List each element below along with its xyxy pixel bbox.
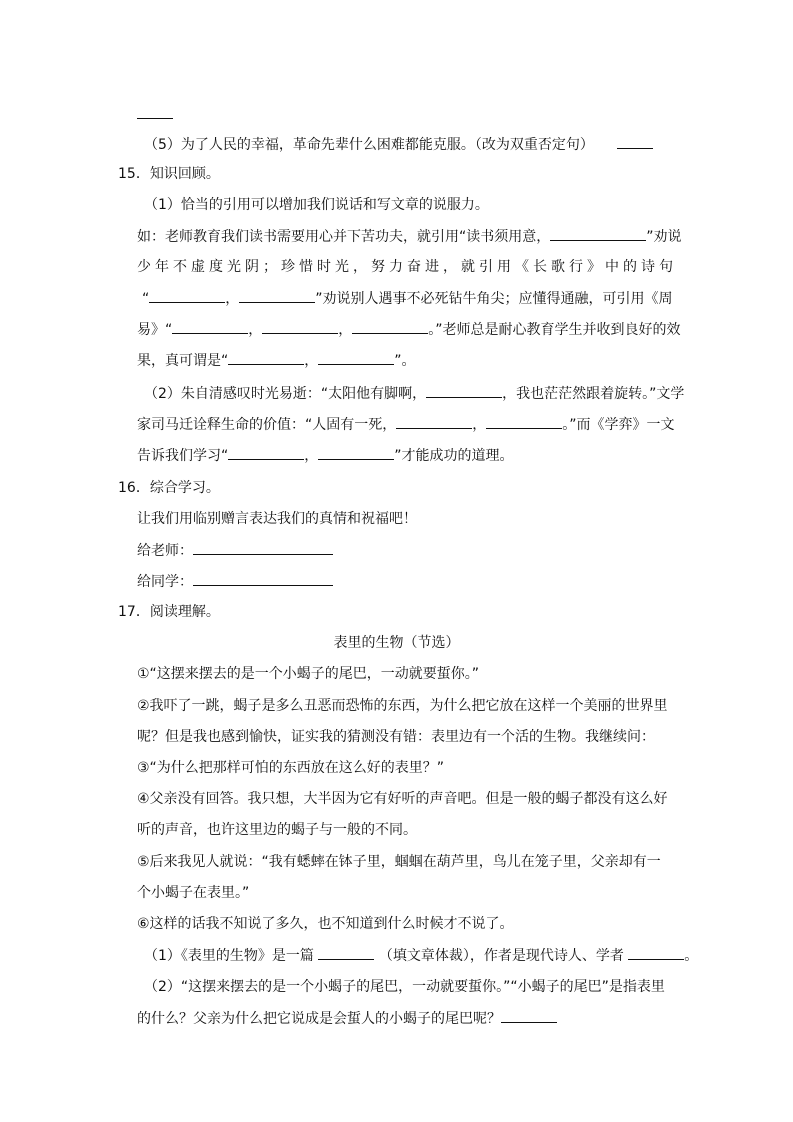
question-15-1-line3: [142, 288, 673, 309]
classmate-label: 给同学：: [137, 574, 193, 590]
passage-paragraph-4-line2: 听的声音，也许这里边的蝎子与一般的不同。: [137, 822, 417, 838]
text-segment: ，: [338, 322, 353, 338]
question-14-5: [144, 134, 653, 155]
passage-title: 表里的生物（节选）: [333, 635, 460, 651]
text-segment: 。: [684, 948, 699, 964]
question-16-intro: 让我们用临别赠言表达我们的真情和祝福吧！: [137, 511, 417, 527]
question-15-1-title: （1）恰当的引用可以增加我们说话和写文章的说服力。: [144, 197, 489, 213]
answer-blank[interactable]: [228, 445, 304, 460]
char: 的: [623, 259, 637, 275]
char: 度: [209, 259, 223, 275]
passage-paragraph-6: ⑥这样的话我不知说了多久，也不知道到什么时候才不说了。: [137, 916, 514, 932]
question-14-5-text: （5）为了人民的幸福，革命先辈什么困难都能克服。（改为双重否定句）: [144, 137, 594, 153]
char: 珍: [281, 259, 295, 275]
char: 虚: [191, 259, 205, 275]
char: 不: [173, 259, 187, 275]
answer-blank[interactable]: [239, 288, 315, 303]
char: 行: [569, 259, 583, 275]
text-segment: “: [142, 291, 150, 307]
answer-blank[interactable]: [318, 350, 394, 365]
text-segment: ”劝说: [646, 229, 682, 245]
char: 长: [533, 259, 547, 275]
text-segment: ，: [304, 353, 319, 369]
char: ；: [263, 259, 277, 275]
answer-blank[interactable]: [352, 319, 428, 334]
char: 进: [425, 259, 439, 275]
text-segment: ，我也茫茫然跟着旋转。”文学: [502, 386, 685, 402]
question-15-2-line1: [144, 383, 684, 404]
answer-blank[interactable]: [318, 445, 394, 460]
text-segment: （填文章体裁），作者是现代诗人、学者: [378, 948, 624, 964]
question-16-classmate-line: [137, 571, 333, 592]
question-17-2-line1: （2）“这摆来摆去的是一个小蝎子的尾巴，一动就要蜇你。”“小蝎子的尾巴”是指表里: [144, 979, 665, 995]
text-segment: 告诉我们学习“: [137, 448, 229, 464]
teacher-answer-blank[interactable]: [193, 540, 333, 555]
char: 阴: [245, 259, 259, 275]
passage-paragraph-5-line1: ⑤后来我见人就说：“我有蟋蟀在钵子里，蝈蝈在葫芦里，鸟儿在笼子里，父亲却有一: [137, 854, 661, 870]
passage-paragraph-2-line1: ②我吓了一跳，蝎子是多么丑恶而恐怖的东西，为什么把它放在这样一个美丽的世界里: [137, 698, 668, 714]
char: 用: [497, 259, 511, 275]
answer-blank[interactable]: [262, 319, 338, 334]
char: 就: [461, 259, 475, 275]
text-segment: 易》“: [137, 322, 173, 338]
answer-blank[interactable]: [486, 414, 562, 429]
char: ，: [353, 259, 367, 275]
text-segment: 。”而《学弈》一文: [562, 417, 675, 433]
answer-blank[interactable]: [426, 383, 502, 398]
char: ，: [443, 259, 457, 275]
question-15-2-line2: [137, 414, 675, 435]
text-segment: ，: [472, 417, 487, 433]
question-17-1: [144, 945, 698, 966]
question-15-2-line3: [137, 445, 514, 466]
text-segment: ”。: [394, 353, 416, 369]
teacher-label: 给老师：: [137, 543, 193, 559]
char: 少: [137, 259, 151, 275]
question-15-1-line4: [137, 319, 681, 340]
classmate-answer-blank[interactable]: [193, 571, 333, 586]
text-segment: 家司马迁诠释生命的价值：“人固有一死，: [137, 417, 397, 433]
question-17-heading: 17．阅读理解。: [118, 604, 220, 620]
answer-blank-17-2[interactable]: [501, 1008, 557, 1023]
char: 句: [659, 259, 673, 275]
answer-blank-top[interactable]: [137, 104, 173, 125]
text-segment: ”才能成功的道理。: [394, 448, 514, 464]
text-segment: 的什么？父亲为什么把它说成是会蜇人的小蝎子的尾巴呢？: [137, 1011, 501, 1027]
char: 努: [371, 259, 385, 275]
answer-blank[interactable]: [172, 319, 248, 334]
text-segment: 。”老师总是耐心教育学生并收到良好的效: [428, 322, 681, 338]
passage-paragraph-3: ③“为什么把那样可怕的东西放在这么好的表里？”: [137, 760, 445, 776]
answer-blank[interactable]: [550, 226, 646, 241]
answer-blank[interactable]: [149, 288, 225, 303]
answer-blank-14-5[interactable]: [617, 134, 653, 149]
char: 时: [317, 259, 331, 275]
text-segment: ，: [304, 448, 319, 464]
passage-paragraph-2-line2: 呢？但是我也感到愉快，证实我的猜测没有错：表里边有一个活的生物。我继续问：: [137, 729, 655, 745]
char: 诗: [641, 259, 655, 275]
question-15-1-line1: [137, 226, 682, 247]
passage-paragraph-1: ①“这摆来摆去的是一个小蝎子的尾巴，一动就要蜇你。”: [137, 666, 480, 682]
char: 年: [155, 259, 169, 275]
char: 奋: [407, 259, 421, 275]
char: 歌: [551, 259, 565, 275]
text-segment: ”劝说别人遇事不必死钻牛角尖；应懂得通融，可引用《周: [315, 291, 673, 307]
text-segment: ，: [248, 322, 263, 338]
char: 中: [605, 259, 619, 275]
passage-paragraph-4-line1: ④父亲没有回答。我只想，大半因为它有好听的声音吧。但是一般的蝎子都没有这么好: [137, 791, 668, 807]
question-16-heading: 16．综合学习。: [118, 480, 220, 496]
question-16-teacher-line: [137, 540, 333, 561]
question-15-1-line5: [137, 350, 416, 371]
question-15-heading: 15．知识回顾。: [118, 166, 220, 182]
question-15-1-line2: [137, 257, 673, 277]
answer-blank[interactable]: [228, 350, 304, 365]
text-segment: 如：老师教育我们读书需要用心并下苦功夫，就引用“读书须用意，: [137, 229, 551, 245]
answer-blank-author[interactable]: [628, 945, 684, 960]
text-segment: ，: [225, 291, 240, 307]
passage-paragraph-5-line2: 个小蝎子在表里。”: [137, 885, 250, 901]
question-17-2-line2: [137, 1008, 557, 1029]
char: 光: [227, 259, 241, 275]
text-segment: 果，真可谓是“: [137, 353, 229, 369]
text-segment: （2）朱自清感叹时光易逝：“太阳他有脚啊，: [144, 386, 427, 402]
answer-blank-genre[interactable]: [318, 945, 374, 960]
char: 光: [335, 259, 349, 275]
char: 力: [389, 259, 403, 275]
char: 》: [587, 259, 601, 275]
char: 惜: [299, 259, 313, 275]
answer-blank[interactable]: [396, 414, 472, 429]
char: 《: [515, 259, 529, 275]
char: 引: [479, 259, 493, 275]
text-segment: （1）《表里的生物》是一篇: [144, 948, 314, 964]
